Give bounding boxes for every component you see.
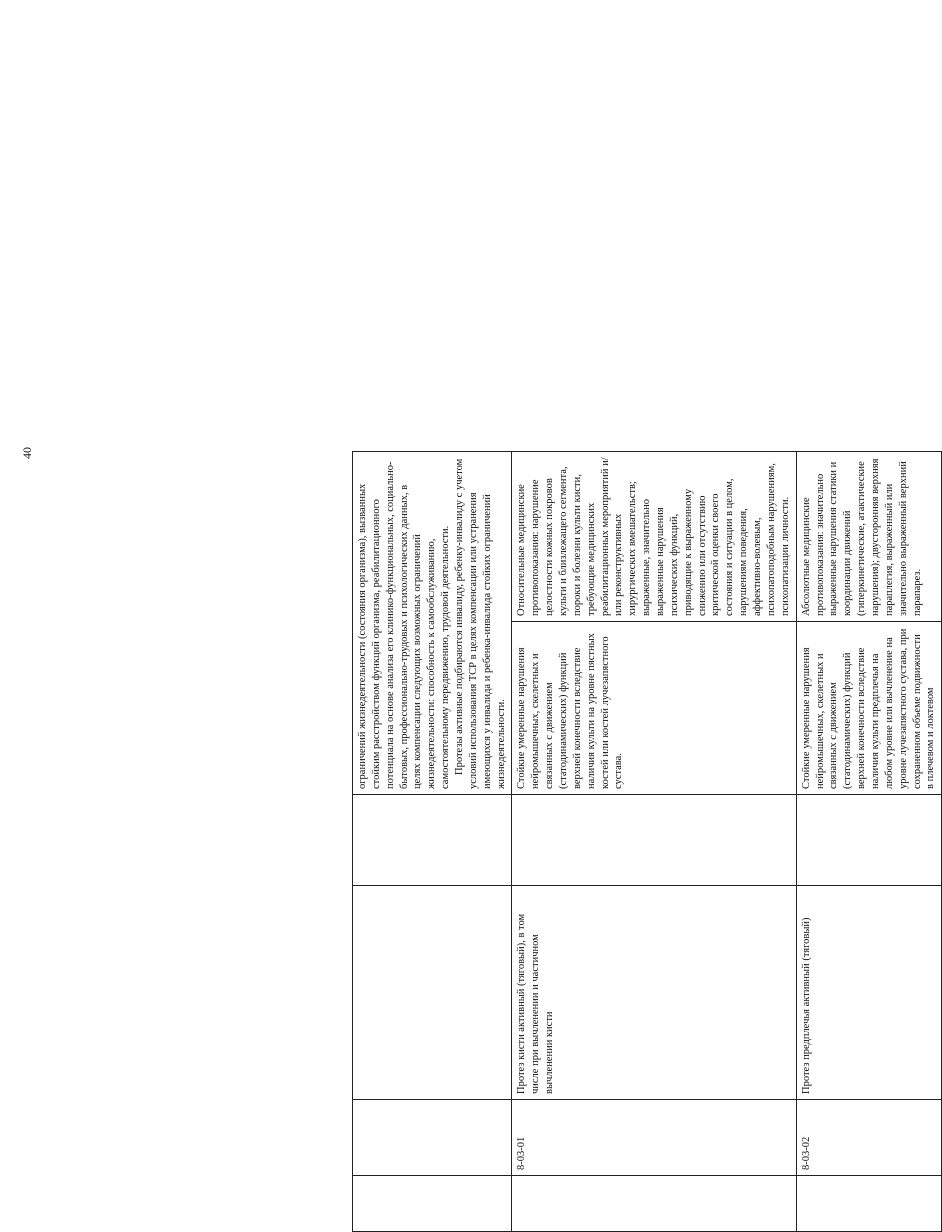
empty-cell	[353, 1176, 512, 1232]
intro-paragraph-1: ограничений жизнедеятельности (состояния организма), вызванных стойким расстройством функций организма, реабилитационного потенциала на основе анализа его клинико-функциональных, социально-бытовых, профессионально-трудовых и психологических данных, в целях компенсации следующих возможных ограничений жизнедеятельности: способность к самообслуживанию, самостоятельному передвижению, трудовой деятельности.	[357, 461, 452, 789]
empty-cell	[796, 795, 942, 886]
indications-cell: Стойкие умеренные нарушения нейромышечных, скелетных и связанных с движением (статодинамических) функций верхней конечности вследствие наличия культи предплечья на любом уровне или вычленение на уровне лучезапястного сустава, при сохраненном объеме подвижности в плечевом и локтевом	[796, 622, 942, 795]
name-cell: Протез кисти активный (тяговый), в том числе при вычленении и частичном вычленении кисти	[512, 886, 796, 1100]
code-cell: 8-03-01	[512, 1100, 796, 1176]
empty-cell	[353, 795, 512, 886]
contraindications-cell: Абсолютные медицинские противопоказания: значительно выраженные нарушения статики и координации движений (гиперкинетические, атактические нарушения); двусторонняя верхняя параплегия, выраженный или значительно выраженный верхний парапарез.	[796, 451, 942, 621]
rotated-table-frame	[352, 452, 937, 1232]
table-row-intro	[353, 451, 512, 1231]
empty-cell	[796, 1176, 942, 1232]
tsr-table	[352, 451, 942, 1232]
indications-cell: Стойкие умеренные нарушения нейромышечных, скелетных и связанных с движением (статодинамических) функций верхней конечности вследствие наличия культи на уровне пястных костей или костей лучезапястного сустава.	[512, 622, 796, 795]
name-cell: Протез предплечья активный (тяговый)	[796, 886, 942, 1100]
intro-cell	[353, 451, 512, 794]
table-row	[512, 451, 796, 1231]
table-row	[796, 451, 942, 1231]
empty-cell	[512, 1176, 796, 1232]
empty-cell	[512, 795, 796, 886]
empty-cell	[353, 886, 512, 1100]
intro-paragraph-2: Протезы активные подбираются инвалиду, ребенку-инвалиду с учетом условий использования ТСР в целях компенсации или устранения имеющихся у инвалида и ребенка-инвалида стойких ограничений жизнедеятельности.	[454, 458, 507, 789]
code-cell: 8-03-02	[796, 1100, 942, 1176]
empty-cell	[353, 1100, 512, 1176]
contraindications-cell: Относительные медицинские противопоказания: нарушение целостности кожных покровов культи и близлежащего сегмента, пороки и болезни культи кисти, требующие медицинских реабилитационных мероприятий и/или реконструктивных хирургических вмешательств; выраженные, значительно выраженные нарушения психических функций, приводящие к выраженному снижению или отсутствию критической оценки своего состояния и ситуации в целом, нарушениям поведения, аффективно-волевым, психопатоподобным нарушениям, психопатизации личности.	[512, 451, 796, 621]
page-number: 40	[20, 447, 34, 459]
